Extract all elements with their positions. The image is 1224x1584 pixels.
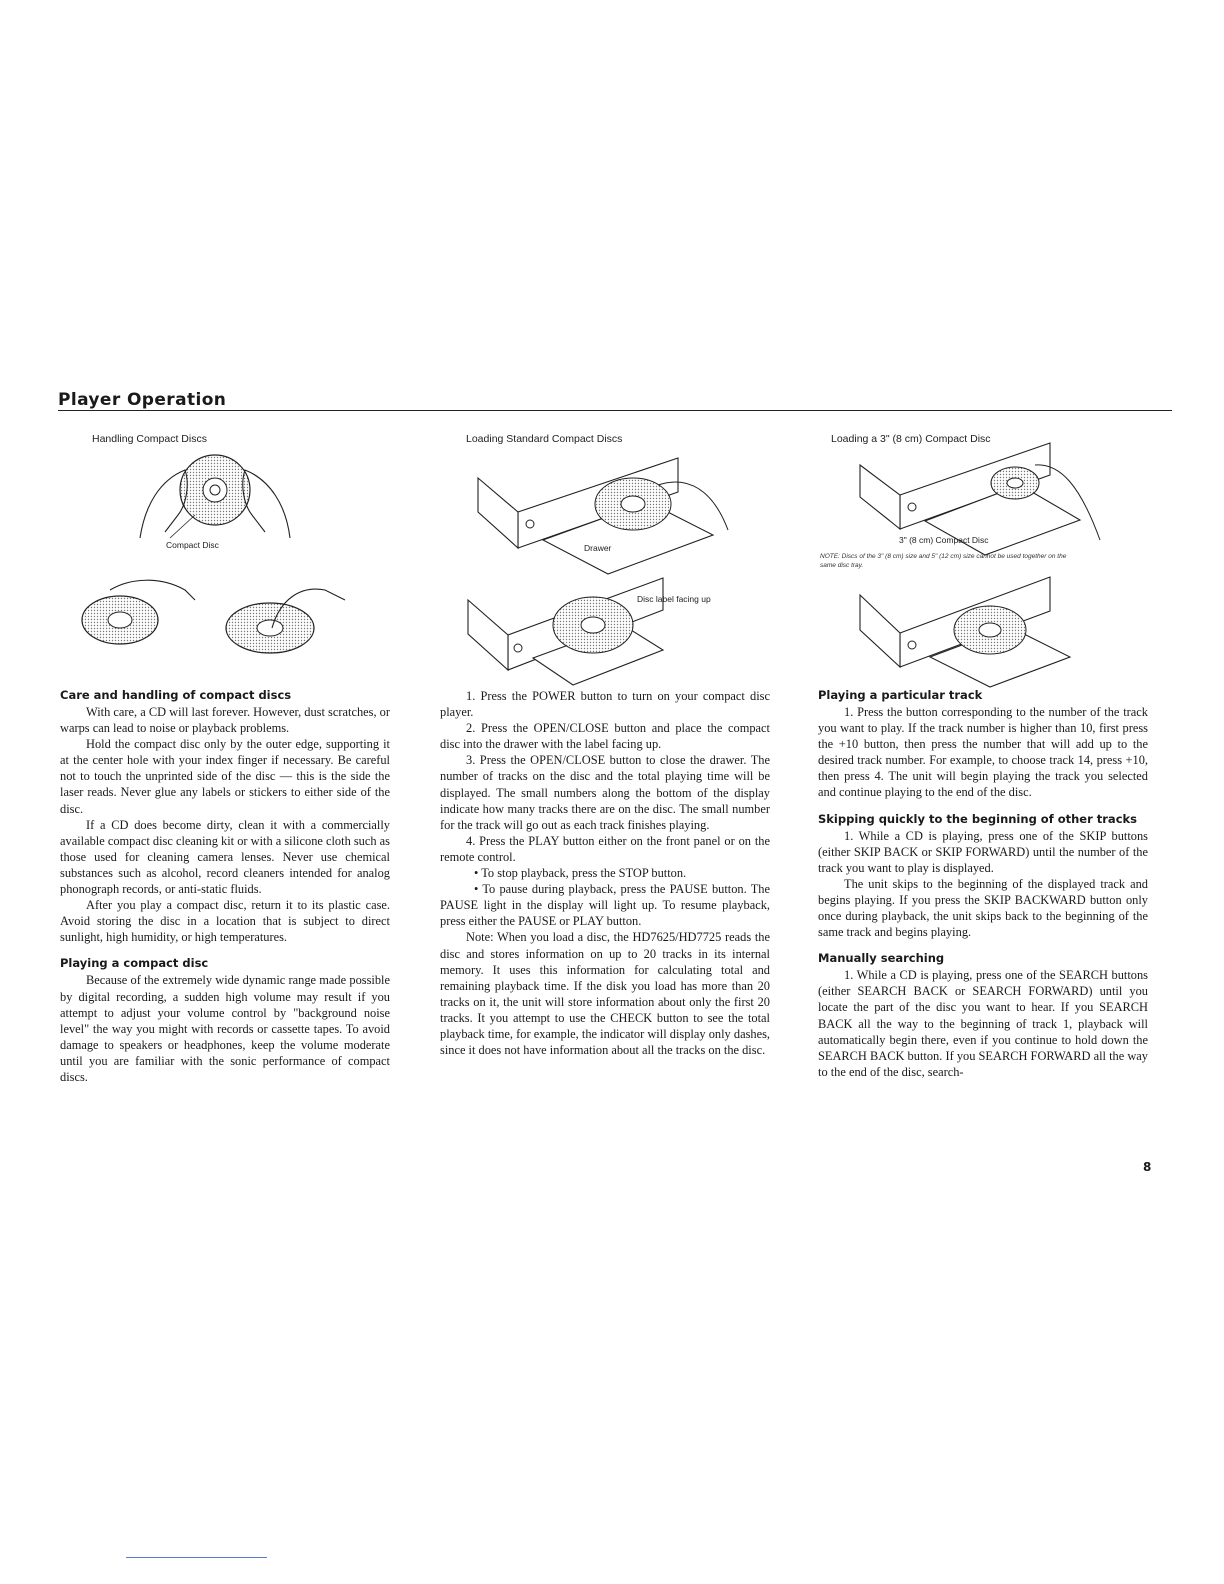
text-column-2 [440,688,770,1058]
care-paragraph-2: Hold the compact disc only by the outer edge, supporting it at the center hole with your index finger if necessary. Be careful not to touch the unprinted side of the disc — this is the side the laser reads. Never glue any labels or stickers to either side of the disc. [60,737,390,816]
disc-size-note: NOTE: Discs of the 3" (8 cm) size and 5" (12 cm) size cannot be used together on the same disc tray. [820,553,1067,569]
care-paragraph-1: With care, a CD will last forever. However, dust scratches, or warps can lead to noise or playback problems. [60,705,390,736]
searching-paragraph-1: 1. While a CD is playing, press one of the SEARCH buttons (either SEARCH BACK or SEARCH FORWARD) until you locate the part of the disc you want to hear. If you SEARCH BACK all the way to the beginning of track 1, playback will automatically begin there, even if you continue to hold down the SEARCH BACK button. If you SEARCH FORWARD all the way to the end of the disc, search- [818,968,1148,1079]
particular-track-paragraph: 1. Press the button corresponding to the number of the track you want to play. If the track number is higher than 10, first press the +10 button, then press the number that will add up to the desired track number. For example, to choose track 14, press +10, then press 4. The unit will begin playing the track you selected and continue playing to the end of the disc. [818,705,1148,800]
playing-heading: Playing a compact disc [60,956,209,971]
step-3: 3. Press the OPEN/CLOSE button to close the drawer. The number of tracks on the disc and the total playing time will be displayed. The small numbers along the bottom of the display indicate how many tracks there are on the disc. The small number for the track will go out as each track finishes playing. [440,753,770,832]
text-column-3 [818,688,1148,1080]
skipping-paragraph-2: The unit skips to the beginning of the displayed track and begins playing. If you press the SKIP BACKWARD button only once during playback, the unit skips back to the beginning of the same track and begins playing. [818,876,1148,940]
handling-discs-illustration [60,450,390,690]
care-heading: Care and handling of compact discs [60,688,292,702]
player-drawer-open-graphic [478,458,728,574]
skipping-paragraph-1: 1. While a CD is playing, press one of the SKIP buttons (either SKIP BACK or SKIP FORWARD) until the number of the track you want to play is displayed. [818,828,1148,875]
disc-on-finger-graphic [82,580,195,644]
particular-track-heading: Playing a particular track [818,688,983,702]
player-standard-disc-graphic [860,577,1070,687]
page-number: 8 [1143,1160,1152,1174]
disc-held-by-edge-graphic [140,455,290,538]
text-column-1 [60,688,390,1085]
handling-figure-caption: Handling Compact Discs [92,433,207,445]
header-rule [58,410,1172,411]
loading-3in-illustration [840,425,1140,675]
disc-label-facing-up-label: Disc label facing up [637,594,711,604]
compact-disc-label: Compact Disc [166,540,219,550]
care-paragraph-4: After you play a compact disc, return it to its plastic case. Avoid storing the disc in a location that is subject to direct sunlight, high humidity, or high temperatures. [60,898,390,945]
step-2: 2. Press the OPEN/CLOSE button and place the compact disc into the drawer with the label facing up. [440,721,770,752]
loading-standard-figure-caption: Loading Standard Compact Discs [466,433,623,445]
playing-paragraph-1: Because of the extremely wide dynamic range made possible by digital recording, a sudden high volume may result if you attempt to adjust your volume control by "background noise level" the way you might with records or cassette tapes. To avoid damage to speakers or headphones, keep the volume moderate until you are familiar with the sonic performance of compact discs. [60,973,390,1084]
care-paragraph-3: If a CD does become dirty, clean it with a commercially available compact disc cleaning kit or with a silicone cloth such as those used for cleaning camera lenses. Never use chemical substances such as alcohol, record cleaners intended for analog phonograph records, or anti-static fluids. [60,817,390,897]
step-1: 1. Press the POWER button to turn on your compact disc player. [440,689,770,720]
searching-heading: Manually searching [818,951,945,966]
disc-edge-grip-graphic [226,589,345,653]
page-title: Player Operation [58,390,227,410]
disc-seated-in-tray-graphic [468,578,663,685]
loading-3in-figure-caption: Loading a 3" (8 cm) Compact Disc [831,433,991,445]
skipping-heading: Skipping quickly to the beginning of other tracks [818,811,1138,826]
loading-standard-illustration [448,440,778,690]
3in-disc-label: 3" (8 cm) Compact Disc [899,535,989,545]
footer-link-line [126,1557,267,1558]
step-4: 4. Press the PLAY button either on the front panel or on the remote control. [440,833,770,864]
drawer-label: Drawer [584,543,612,553]
memory-note: Note: When you load a disc, the HD7625/HD7725 reads the disc and stores information on up to 20 tracks in its internal memory. It uses this information for calculating total and remaining playback time. If the disk you load has more than 20 tracks on it, the unit will store information about only the first 20 tracks. It you attempt to use the CHECK button to see the total playback time, for example, the indicator will display only dashes, since it does not have information about all the tracks on the disc. [440,930,770,1058]
pause-bullet: • To pause during playback, press the PAUSE button. The PAUSE light in the display will light up. To resume playback, press either the PAUSE or PLAY button. [440,882,770,929]
stop-bullet: • To stop playback, press the STOP button. [474,866,687,881]
